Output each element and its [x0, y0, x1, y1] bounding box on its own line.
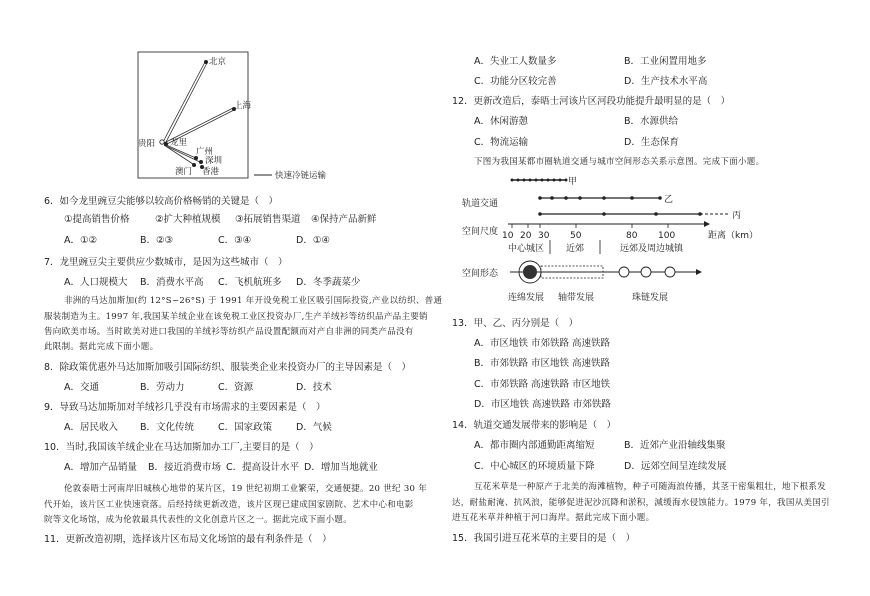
q6-item-2: ②扩大种植规模 — [155, 214, 221, 225]
form-core — [523, 265, 537, 279]
passage-1-line-1: 非洲的马达加斯加(约 12°S~26°S) 于 1991 年开设免税工业区吸引国际投资,产业以纺织、普通 — [64, 296, 443, 306]
q6-option-c[interactable]: C．③④ — [218, 235, 252, 246]
label-shenzhen: 深圳 — [205, 156, 223, 166]
label-macau: 澳门 — [175, 167, 193, 177]
passage-3-line-3: 进互花米草并种植于河口海岸。据此完成下面小题。 — [452, 513, 655, 523]
q11-stem: 11．更新改造初期，选择该片区布局文化场馆的最有利条件是（ ） — [44, 534, 332, 545]
tick-10: 10 — [502, 231, 514, 241]
form-bead-2 — [641, 267, 651, 277]
label-guiyang: 贵阳 — [138, 139, 156, 149]
q14-option-a[interactable]: A．都市圈内部通勤距离缩短 — [474, 440, 595, 451]
legend-label: 快速冷链运输 — [275, 171, 327, 181]
q12-option-d[interactable]: D．生态保育 — [624, 137, 679, 148]
passage-3-line-1: 互花米草是一种原产于北美的海滩植物，种子可随海浪传播，其茎干密集粗壮，地下根系发 — [474, 482, 827, 492]
city-dot-guiyang — [160, 140, 164, 144]
form-label-continuous: 连绵发展 — [508, 293, 545, 303]
zone-label-suburb: 近郊 — [566, 244, 585, 254]
passage-2-line-1: 伦敦泰晤士河南岸旧城核心地带的某片区，19 世纪初期工业繁荣，交通便捷。20 世纪 30 年 — [64, 484, 428, 494]
q14-option-b[interactable]: B．近郊产业沿轴线集聚 — [624, 440, 726, 451]
q8-stem: 8．除政策优惠外马达加斯加吸引国际纺织、服装类企业来投资办厂的主导因素是（ ） — [44, 362, 412, 373]
passage-1-line-4: 此限制。据此完成下面小题。 — [44, 342, 159, 352]
q6-stem: 6．如今龙里豌豆尖能够以较高价格畅销的关键是（ ） — [44, 196, 279, 207]
q11-option-a[interactable]: A．失业工人数量多 — [474, 56, 557, 67]
q13-option-a[interactable]: A．市区地铁 市郊铁路 高速铁路 — [474, 338, 611, 349]
q9-option-a[interactable]: A．居民收入 — [64, 422, 118, 433]
diagram-intro: 下图为我国某都市圈轨道交通与城市空间形态关系示意图。完成下面小题。 — [474, 157, 765, 167]
q12-option-a[interactable]: A．休闲游憩 — [474, 116, 528, 127]
q13-option-c[interactable]: C．市郊铁路 高速铁路 市区地铁 — [474, 379, 611, 390]
passage-2-line-3: 院等文化场馆，成为伦敦最具代表性的文化创意片区之一。据此完成下面小题。 — [44, 515, 353, 525]
city-dot-shenzhen — [199, 160, 203, 164]
q11-option-b[interactable]: B．工业闲置用地多 — [624, 56, 707, 67]
q9-stem: 9．导致马达加斯加对羊绒衫几乎没有市场需求的主要因素是（ ） — [44, 402, 326, 413]
passage-1-line-2: 服装制造为主。1997 年,我国某羊绒企业在该免税工业区投资办厂,生产羊绒衫等纺织品产品主要销 — [44, 312, 428, 322]
q6-option-a[interactable]: A．①② — [64, 235, 98, 246]
city-dot-beijing — [204, 60, 208, 64]
q10-option-a[interactable]: A．增加产品销量 — [64, 462, 137, 473]
distance-ticks — [512, 224, 668, 228]
q9-option-d[interactable]: D．气候 — [296, 422, 332, 433]
label-guangzhou: 广州 — [196, 147, 214, 157]
route-beijing — [163, 62, 205, 142]
q7-option-a[interactable]: A．人口规模大 — [64, 277, 128, 288]
q6-item-4: ④保持产品新鲜 — [311, 214, 377, 225]
q8-option-a[interactable]: A．交通 — [64, 382, 99, 393]
distance-axis-arrow — [704, 221, 710, 227]
passage-1-line-3: 售向欧美市场。当时欧美对进口我国的羊绒衫等纺织产品设置配额而对产自非洲的同类产品没有 — [44, 327, 414, 337]
label-jia: 甲 — [568, 177, 578, 187]
route-south-2 — [164, 145, 196, 166]
passage-3-line-2: 达，耐盐耐淹、抗风浪，能够促进泥沙沉降和淤积，減缓海水侵蚀能力。1979 年，我国从美国引 — [452, 498, 830, 508]
city-dot-macau — [192, 163, 196, 167]
q11-option-d[interactable]: D．生产技术水平高 — [624, 76, 708, 87]
q9-option-c[interactable]: C．国家政策 — [218, 422, 273, 433]
label-longli: 龙里 — [170, 138, 188, 148]
q12-stem: 12．更新改造后，泰晤士河该片区河段功能提升最明显的是（ ） — [452, 96, 731, 107]
tick-80: 80 — [626, 231, 638, 241]
q12-option-b[interactable]: B．水源供给 — [624, 116, 679, 127]
q13-option-d1[interactable]: D．市区地铁 高速铁路 市郊铁路 — [474, 399, 611, 410]
q7-option-c[interactable]: C．飞机航班多 — [218, 277, 282, 288]
q14-option-d[interactable]: D．远郊空间呈连续发展 — [624, 461, 727, 472]
q9-option-b[interactable]: B．文化传统 — [140, 422, 195, 433]
row-label-rail: 轨道交通 — [462, 199, 499, 209]
form-label-axial: 轴带发展 — [558, 293, 595, 303]
label-shanghai: 上海 — [234, 101, 252, 111]
q15-stem: 15．我国引进互花米草的主要目的是（ ） — [452, 533, 636, 544]
zone-label-outer: 远郊及周边城镇 — [620, 244, 684, 254]
distance-unit: 距离（km） — [708, 231, 758, 241]
q10-option-c[interactable]: C．提高设计水平 — [226, 462, 300, 473]
tick-100: 100 — [658, 231, 676, 241]
q6-option-d[interactable]: D．①④ — [296, 235, 330, 246]
q7-stem: 7．龙里豌豆尖主要供应少数城市，是因为这些城市（ ） — [44, 257, 288, 268]
q12-option-c[interactable]: C．物流运输 — [474, 137, 529, 148]
zone-label-center: 中心城区 — [508, 244, 545, 254]
q13-option-b[interactable]: B．市郊铁路 市区地铁 高速铁路 — [474, 358, 611, 369]
q6-item-3: ③拓展销售渠道 — [235, 214, 301, 225]
q11-option-c[interactable]: C．功能分区较完善 — [474, 76, 557, 87]
row-label-form: 空间形态 — [462, 269, 499, 279]
form-axis-arrow — [696, 269, 702, 275]
q10-stem: 10．当时,我国该羊绒企业在马达加斯加办工厂,主要目的是（ ） — [44, 442, 319, 453]
city-map — [130, 50, 340, 200]
form-label-bead: 珠链发展 — [632, 293, 669, 303]
q14-option-c[interactable]: C．中心城区的环境质量下降 — [474, 461, 595, 472]
label-beijing: 北京 — [209, 57, 227, 67]
rail-diagram — [460, 172, 790, 312]
label-bing: 丙 — [732, 211, 742, 221]
q6-item-1: ①提高销售价格 — [64, 214, 130, 225]
q6-option-b[interactable]: B．②③ — [140, 235, 174, 246]
q7-option-d[interactable]: D．冬季蔬菜少 — [296, 277, 361, 288]
label-hongkong: 香港 — [202, 167, 220, 177]
city-dot-longli — [164, 142, 168, 146]
passage-2-line-2: 代开始，该片区工业快速衰落。后经持续更新改造，该片区现已建成国家剧院、艺术中心和电影 — [44, 500, 414, 510]
tick-30: 30 — [538, 231, 550, 241]
q8-option-b[interactable]: B．劳动力 — [140, 382, 185, 393]
form-bead-3 — [665, 267, 675, 277]
q13-stem: 13．甲、乙、丙分别是（ ） — [452, 318, 579, 329]
q7-option-b[interactable]: B．消费水平高 — [140, 277, 204, 288]
q8-option-d[interactable]: D．技术 — [296, 382, 332, 393]
tick-50: 50 — [570, 231, 582, 241]
q14-stem: 14．轨道交通发展带来的影响是（ ） — [452, 420, 617, 431]
q8-option-c[interactable]: C．资源 — [218, 382, 254, 393]
tick-20: 20 — [520, 231, 532, 241]
label-yi: 乙 — [664, 195, 674, 205]
form-bead-1 — [619, 267, 629, 277]
row-label-scale: 空间尺度 — [462, 227, 499, 237]
q10-option-b[interactable]: B．接近消费市场 — [148, 462, 222, 473]
q10-option-d[interactable]: D．增加当地就业 — [304, 462, 378, 473]
